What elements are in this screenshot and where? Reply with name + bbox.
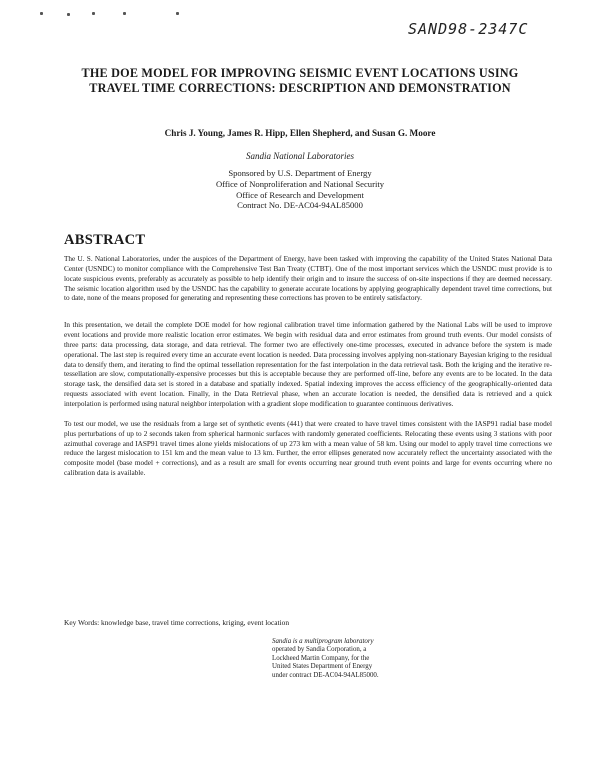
abstract-paragraph: To test our model, we use the residuals from a large set of synthetic events (441) that were created to have travel times consistent with the IASP91 radial base model plus perturbations of up to 2 seconds taken from spherical harmonic surfaces with randomly generated coefficients. Relocating these events using 3 stations with poor azimuthal coverage and IASP91 travel times alone yields mislocations of up 273 km with a mean value of 58 km. Using our model to apply travel time corrections we reduce the largest mislocation to 151 km and the mean value to 13 km. Further, the error ellipses generated now accurately reflect the uncertainty associated with the composite model (base model + corrections), and as a result are small for events occurring near ground truth event points and large for events occurring where no calibration data is available.	[64, 419, 552, 478]
sponsor-line: Office of Research and Development	[236, 189, 364, 200]
sponsor-line: Office of Nonproliferation and National Security	[215, 178, 385, 189]
scan-speck	[92, 12, 95, 15]
footnote-line: operated by Sandia Corporation, a	[272, 646, 367, 654]
keywords: Key Words: knowledge base, travel time corrections, kriging, event location	[64, 618, 290, 627]
scan-speck	[67, 13, 70, 16]
footnote-line: under contract DE-AC04-94AL85000.	[272, 671, 379, 679]
author-list: Chris J. Young, James R. Hipp, Ellen Shepherd, and Susan G. Moore	[164, 128, 436, 138]
affiliation: Sandia National Laboratories	[245, 151, 354, 161]
footnote	[272, 638, 447, 680]
abstract-paragraph: The U. S. National Laboratories, under the auspices of the Department of Energy, have been tasked with improving the capability of the United States National Data Center (USNDC) to monitor compliance with the Comprehensive Test Ban Treaty (CTBT). One of the most important services which the USNDC must provide is to locate suspicious events, preferably as accurately as possible to help identify their origin and to insure the success of on-site inspections if they are deemed necessary. The seismic location algorithm used by the USNDC has the capability to generate accurate locations by applying geographically dependent travel time corrections, but to date, none of the means proposed for generating and representing these corrections has proven to be entirely satisfactory.	[64, 255, 552, 303]
document-number: SAND98-2347C	[408, 20, 529, 38]
scan-speck	[40, 12, 43, 15]
sponsor-line: Contract No. DE-AC04-94AL85000	[237, 200, 363, 211]
sponsor-block	[150, 168, 450, 211]
abstract-paragraph: In this presentation, we detail the complete DOE model for how regional calibration travel time information gathered by the National Labs will be used to improve event locations and provide more realistic location error estimates. We begin with residual data and error estimates from ground truth events. Our model consists of three parts: data processing, data storage, and data retrieval. The former two are effectively one-time processes, executed in advance before the system is made operational. The last step is required every time an accurate event location is needed. Data processing involves applying non-stationary Bayesian kriging to the residual data to densify them, and iterating to find the optimal tessellation representation for the fast interpolation in the data retrieval task. Both the kriging and the iterative re-tessellation are slow, computationally-expensive processes but this is acceptable because they are performed off-line, before any events are to be located. In the data storage task, the densified data set is stored in a database and spatially indexed. Spatial indexing improves the access efficiency of the geographically-oriented data requests associated with event location. Finally, in the Data Retrieval phase, when an accurate location is needed, the densified data is retrieved and a quick interpolation is performed using natural neighbor interpolation with a gradient slope modification to guarantee continuous derivatives.	[64, 321, 552, 408]
footnote-line: Sandia is a multiprogram laboratory	[272, 638, 374, 645]
scan-speck	[123, 12, 126, 15]
abstract-heading: ABSTRACT	[64, 232, 146, 248]
sponsor-line: Sponsored by U.S. Department of Energy	[228, 168, 372, 178]
footnote-line: United States Department of Energy	[272, 663, 373, 671]
scan-speck	[176, 12, 179, 15]
abstract-body	[64, 255, 552, 479]
paper-title: THE DOE MODEL FOR IMPROVING SEISMIC EVENT LOCATIONS USING TRAVEL TIME CORRECTIONS: DESCRIPTION AND DEMONSTRATION	[81, 66, 519, 95]
footnote-line: Lockheed Martin Company, for the	[272, 654, 370, 662]
